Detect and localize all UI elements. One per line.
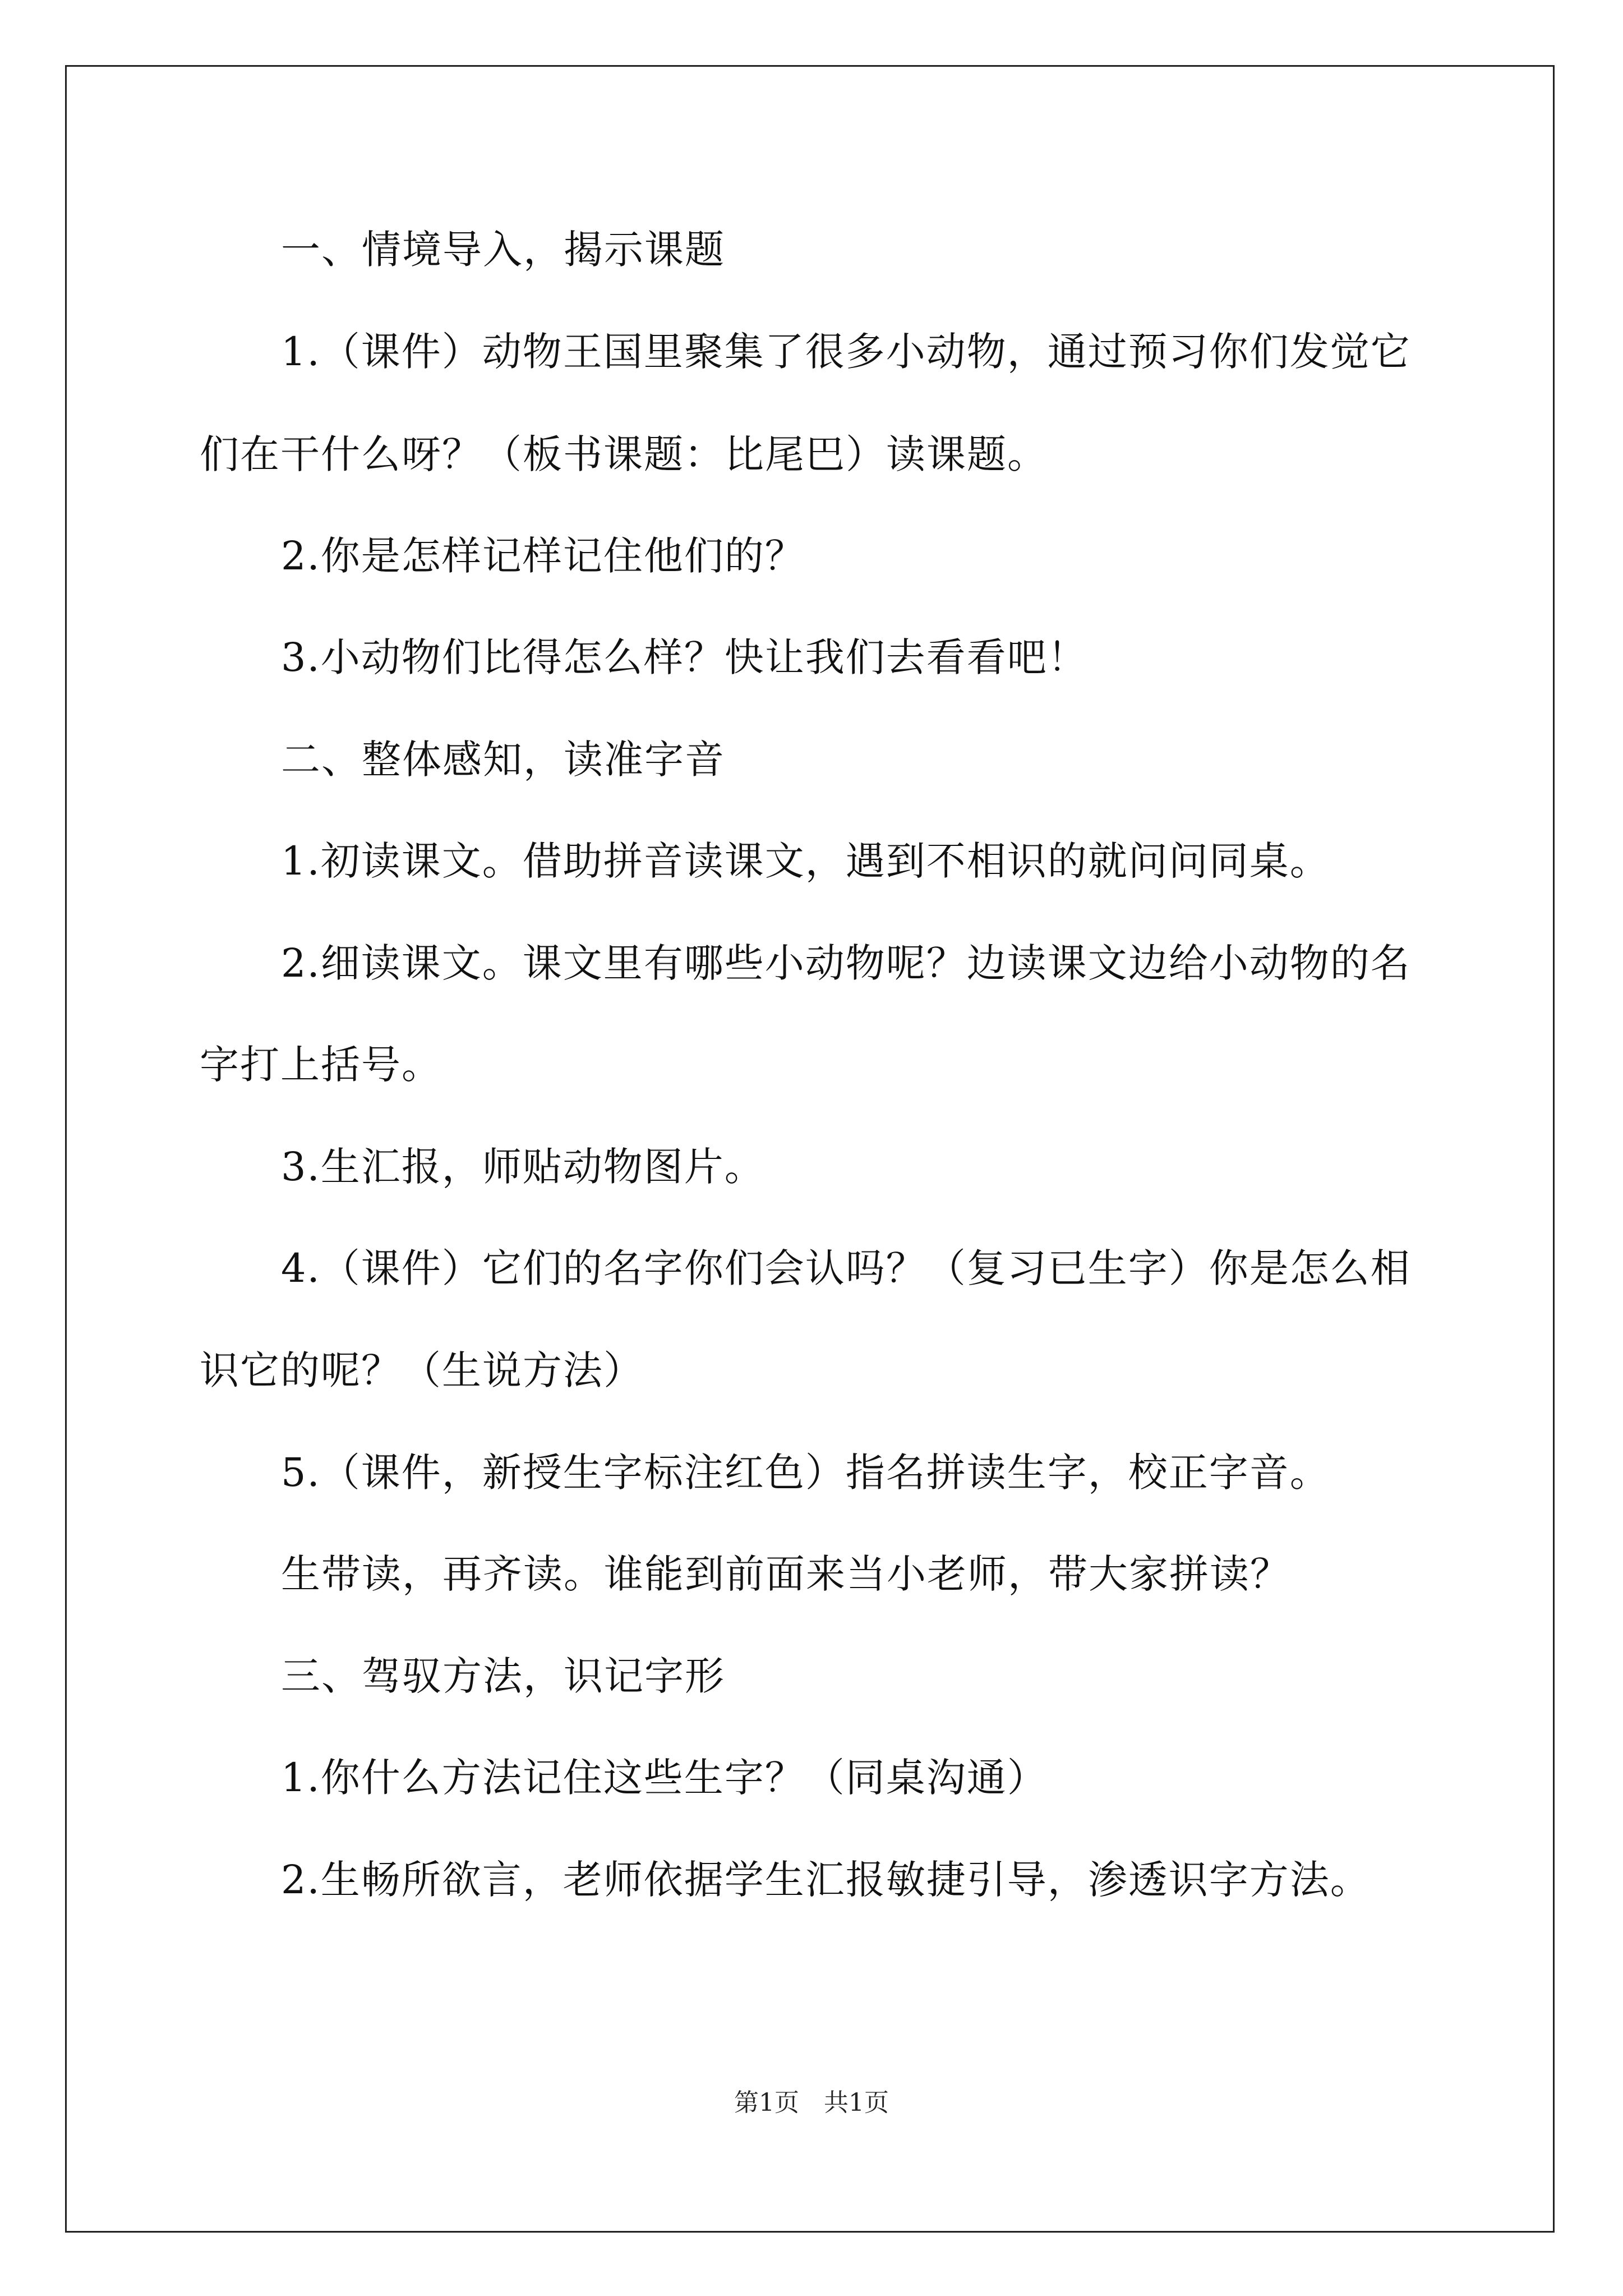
paragraph-line: 生带读，再齐读。谁能到前面来当小老师，带大家拼读？ — [281, 1551, 1290, 1597]
paragraph-line: 字打上括号。 — [200, 1042, 442, 1088]
page-number-footer: 第1页 共1页 — [734, 2088, 889, 2117]
section-heading-1: 一、情境导入，揭示课题 — [281, 227, 725, 273]
paragraph-line: 3.小动物们比得怎么样？快让我们去看看吧！ — [281, 634, 1088, 680]
paragraph-line: 4.（课件）它们的名字你们会认吗？（复习已生字）你是怎么相 — [281, 1245, 1411, 1291]
paragraph-line: 2.你是怎样记样记住他们的？ — [281, 533, 805, 579]
paragraph-line: 识它的呢？（生说方法） — [200, 1347, 644, 1393]
section-heading-3: 三、驾驭方法，识记字形 — [281, 1653, 725, 1699]
section-heading-2: 二、整体感知，读准字音 — [281, 737, 725, 783]
paragraph-line: 2.细读课文。课文里有哪些小动物呢？边读课文边给小动物的名 — [281, 940, 1411, 986]
paragraph-line: 1.你什么方法记住这些生字？（同桌沟通） — [281, 1755, 1048, 1801]
paragraph-line: 们在干什么呀？（板书课题：比尾巴）读课题。 — [200, 431, 1048, 477]
paragraph-line: 5.（课件，新授生字标注红色）指名拼读生字，校正字音。 — [281, 1450, 1330, 1496]
paragraph-line: 2.生畅所欲言，老师依据学生汇报敏捷引导，渗透识字方法。 — [281, 1857, 1371, 1903]
paragraph-line: 1.（课件）动物王国里聚集了很多小动物，通过预习你们发觉它 — [281, 329, 1411, 375]
paragraph-line: 3.生汇报，师贴动物图片。 — [281, 1144, 765, 1190]
paragraph-line: 1.初读课文。借助拼音读课文，遇到不相识的就问问同桌。 — [281, 838, 1330, 884]
